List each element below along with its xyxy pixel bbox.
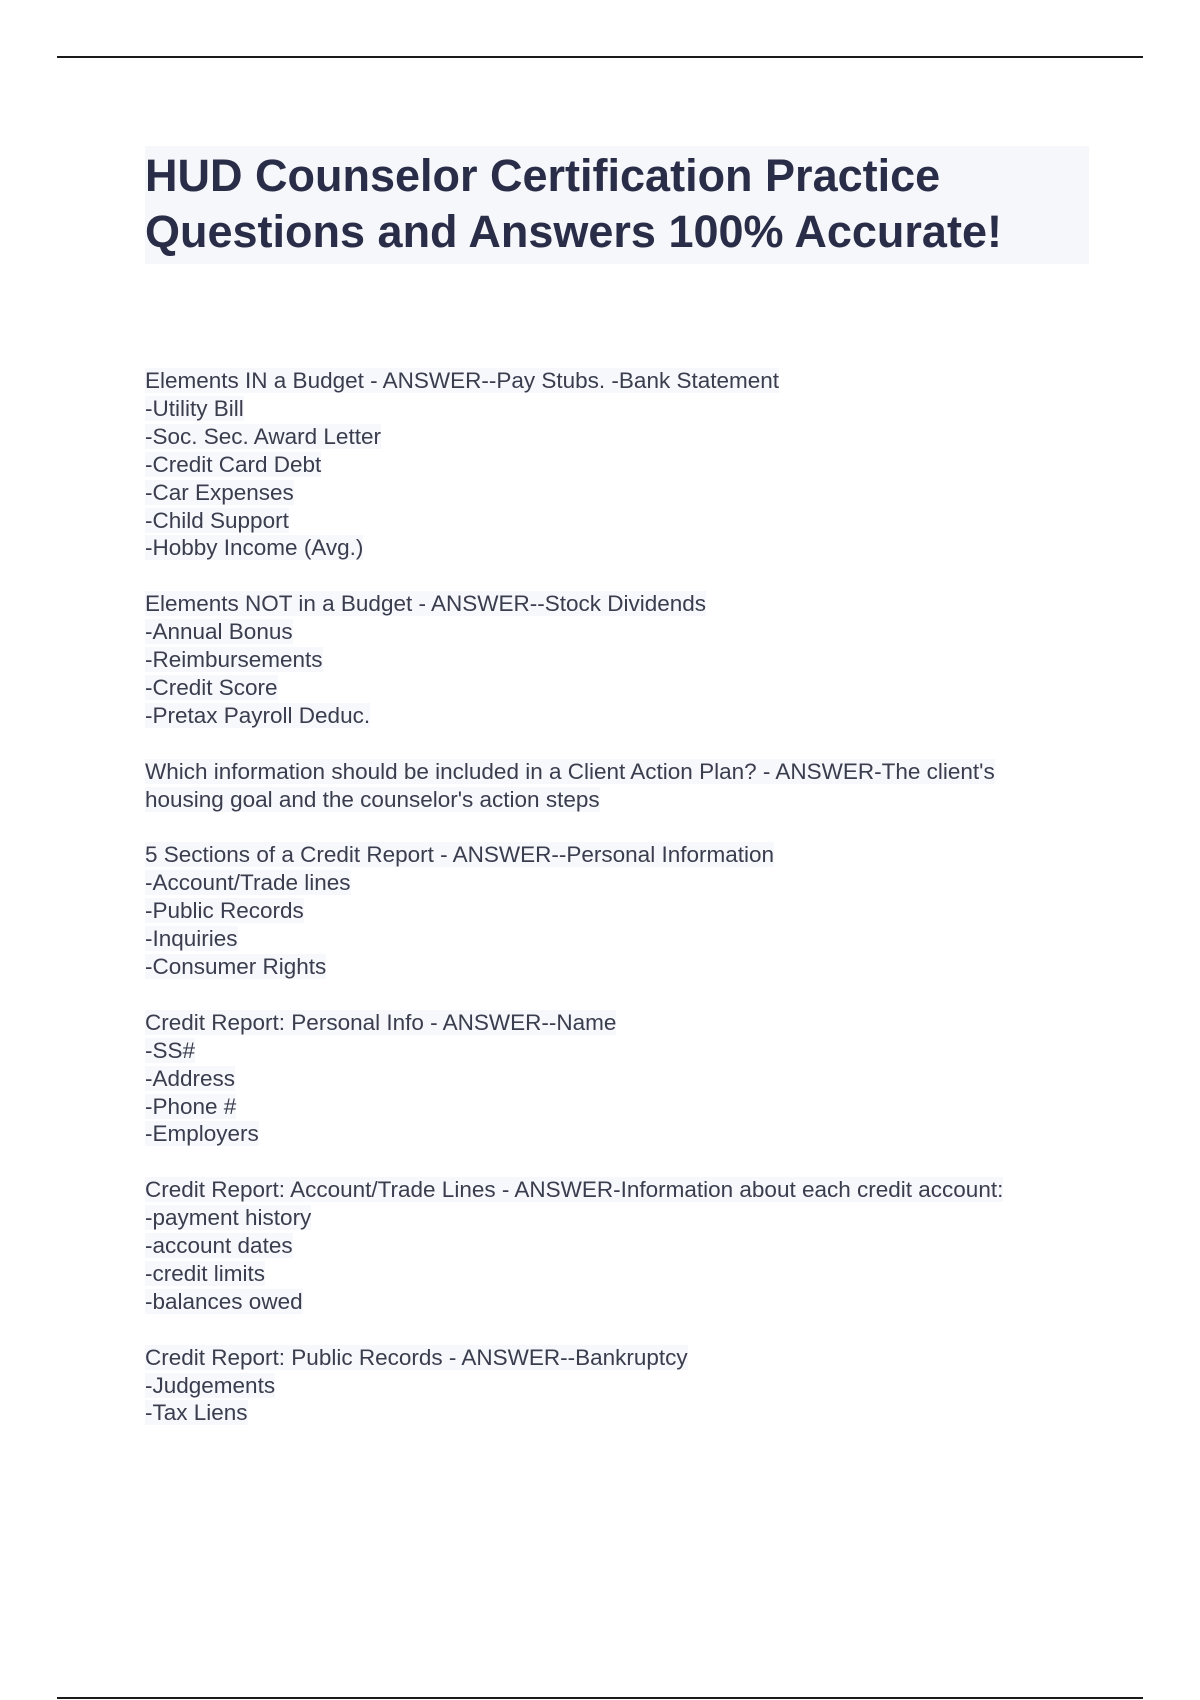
qa-line: -Annual Bonus	[145, 619, 293, 645]
qa-line: -Pretax Payroll Deduc.	[145, 702, 371, 728]
qa-line: -Consumer Rights	[145, 953, 327, 979]
qa-line: -Account/Trade lines	[145, 870, 351, 896]
qa-line: Credit Report: Public Records - ANSWER--Bankruptcy	[145, 1344, 688, 1370]
qa-line: Elements NOT in a Budget - ANSWER--Stock Dividends	[145, 591, 707, 617]
qa-line: -Employers	[145, 1121, 259, 1147]
qa-line: -account dates	[145, 1233, 293, 1259]
title-line: Questions and Answers 100% Accurate!	[145, 206, 1002, 257]
qa-item-public-records	[145, 1344, 1105, 1428]
bottom-rule	[57, 1697, 1143, 1699]
qa-item-trade-lines	[145, 1176, 1105, 1316]
qa-line: -credit limits	[145, 1260, 266, 1286]
qa-line: 5 Sections of a Credit Report - ANSWER--Personal Information	[145, 842, 775, 868]
qa-line: housing goal and the counselor's action steps	[145, 786, 600, 812]
qa-item-budget-not	[145, 590, 1105, 730]
qa-line: -Tax Liens	[145, 1400, 248, 1426]
qa-item-budget-in	[145, 367, 1105, 562]
qa-line: -Credit Score	[145, 674, 278, 700]
qa-line: -Public Records	[145, 898, 304, 924]
qa-line: -Phone #	[145, 1093, 237, 1119]
title-line: HUD Counselor Certification Practice	[145, 150, 941, 201]
qa-line: -Judgements	[145, 1372, 276, 1398]
qa-line: Elements IN a Budget - ANSWER--Pay Stubs. -Bank Statement	[145, 368, 780, 393]
qa-line: -Credit Card Debt	[145, 451, 322, 477]
qa-line: -Hobby Income (Avg.)	[145, 535, 364, 561]
qa-line: -Address	[145, 1065, 236, 1091]
qa-line: -SS#	[145, 1037, 196, 1063]
qa-line: -Inquiries	[145, 926, 238, 952]
qa-line: -Utility Bill	[145, 395, 244, 421]
qa-line: -payment history	[145, 1205, 312, 1231]
qa-item-personal-info	[145, 1009, 1105, 1149]
qa-line: -balances owed	[145, 1288, 303, 1314]
qa-line: Credit Report: Personal Info - ANSWER--Name	[145, 1009, 617, 1035]
qa-item-action-plan	[145, 758, 1105, 814]
qa-line: -Child Support	[145, 507, 289, 533]
qa-line: Which information should be included in a Client Action Plan? - ANSWER-The client's	[145, 758, 995, 784]
top-rule	[57, 56, 1143, 58]
qa-line: -Reimbursements	[145, 647, 323, 673]
qa-item-credit-report-sections	[145, 841, 1105, 981]
qa-list	[145, 367, 1105, 1455]
qa-line: -Car Expenses	[145, 479, 294, 505]
page-title	[145, 146, 1089, 264]
qa-line: Credit Report: Account/Trade Lines - ANSWER-Information about each credit account:	[145, 1177, 1004, 1203]
qa-line: -Soc. Sec. Award Letter	[145, 423, 381, 449]
